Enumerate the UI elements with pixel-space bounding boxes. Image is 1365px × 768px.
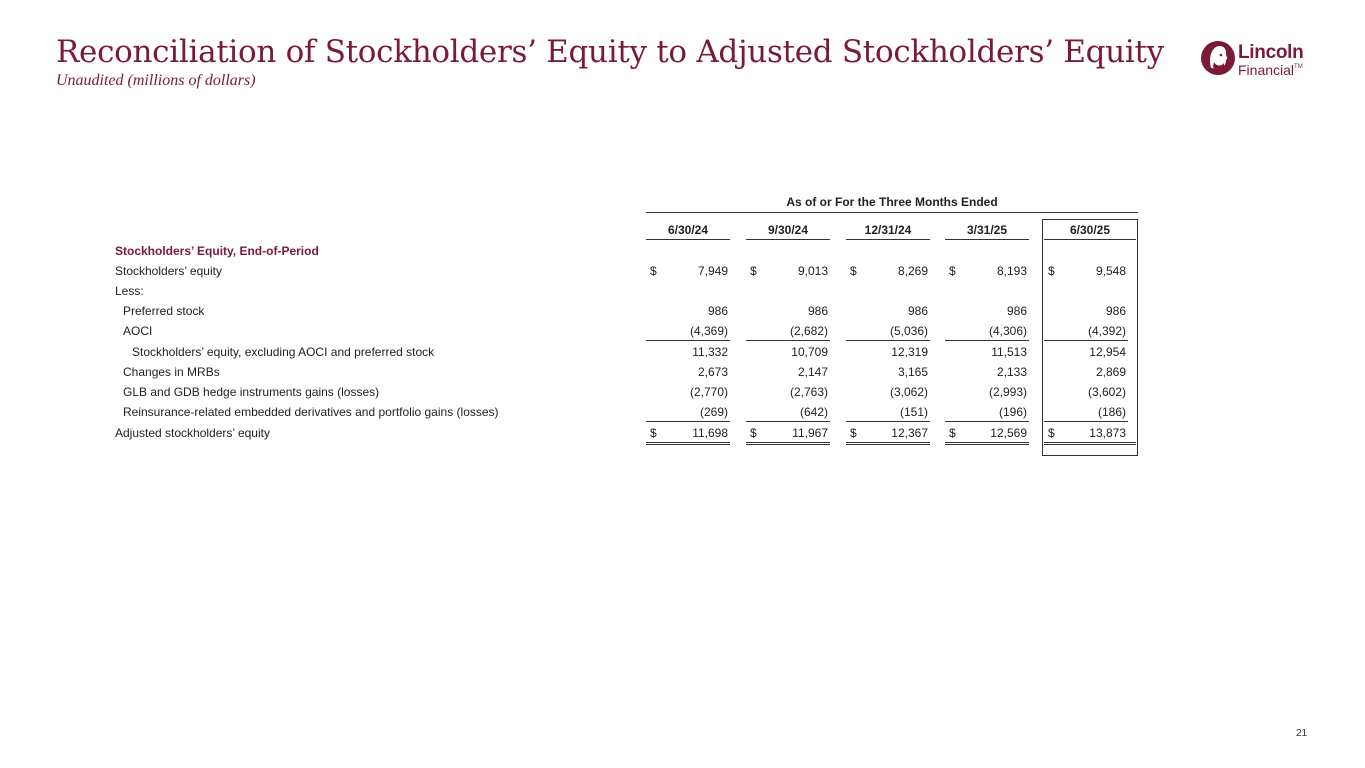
cell-value: 13,873 <box>1089 426 1126 440</box>
table-cell <box>746 361 830 381</box>
table-cell <box>1044 260 1128 280</box>
row-label: Stockholders’ equity, excluding AOCI and preferred stock <box>132 345 435 359</box>
column-header: 6/30/25 <box>1044 223 1136 240</box>
cell-value: 11,698 <box>692 426 728 440</box>
row-label: Changes in MRBs <box>123 365 220 379</box>
currency-symbol: $ <box>850 426 857 440</box>
table-cell <box>846 401 930 422</box>
cell-value: 12,319 <box>891 345 928 359</box>
table-row <box>0 280 1365 300</box>
row-label: Stockholders’ equity <box>115 264 222 278</box>
table-cell <box>1044 341 1128 361</box>
cell-value: 2,133 <box>996 365 1027 379</box>
cell-value: 2,673 <box>697 365 728 379</box>
cell-value: (3,602) <box>1087 385 1126 399</box>
cell-value: 3,165 <box>897 365 928 379</box>
cell-value: 12,569 <box>990 426 1027 440</box>
currency-symbol: $ <box>750 264 757 278</box>
cell-value: 8,193 <box>996 264 1027 278</box>
cell-value: (186) <box>1097 405 1126 419</box>
cell-value: 10,709 <box>791 345 828 359</box>
table-cell <box>945 320 1029 341</box>
table-cell <box>846 260 930 280</box>
table-row <box>0 361 1365 381</box>
table-cell <box>846 361 930 381</box>
cell-value: (196) <box>998 405 1027 419</box>
table-cell <box>945 341 1029 361</box>
period-group-header: As of or For the Three Months Ended <box>646 195 1138 213</box>
table-cell <box>646 260 730 280</box>
table-cell <box>746 422 830 445</box>
currency-symbol: $ <box>949 426 956 440</box>
cell-value: (4,392) <box>1087 324 1126 338</box>
table-row <box>0 401 1365 421</box>
table-cell <box>646 401 730 422</box>
row-label: Less: <box>115 284 144 298</box>
cell-value: (3,062) <box>889 385 928 399</box>
cell-value: 2,869 <box>1095 365 1126 379</box>
cell-value: (151) <box>899 405 928 419</box>
table-cell <box>646 341 730 361</box>
table-cell <box>1044 381 1128 401</box>
cell-value: (2,763) <box>789 385 828 399</box>
table-cell <box>846 341 930 361</box>
cell-value: 11,332 <box>692 345 728 359</box>
row-label: Reinsurance-related embedded derivatives and portfolio gains (losses) <box>123 405 499 419</box>
column-header: 9/30/24 <box>746 223 830 240</box>
cell-value: (5,036) <box>889 324 928 338</box>
cell-value: (642) <box>799 405 828 419</box>
table-cell <box>945 401 1029 422</box>
cell-value: (2,770) <box>689 385 728 399</box>
currency-symbol: $ <box>650 426 657 440</box>
table-cell <box>1044 361 1128 381</box>
currency-symbol: $ <box>1048 264 1055 278</box>
table-cell <box>846 381 930 401</box>
table-cell <box>945 300 1029 320</box>
table-cell <box>746 260 830 280</box>
row-label: GLB and GDB hedge instruments gains (losses) <box>123 385 380 399</box>
column-header: 6/30/24 <box>646 223 730 240</box>
cell-value: 986 <box>707 304 728 318</box>
table-cell <box>846 422 930 445</box>
table-cell <box>945 381 1029 401</box>
company-logo <box>1200 38 1312 80</box>
cell-value: (2,993) <box>988 385 1027 399</box>
table-cell <box>945 260 1029 280</box>
currency-symbol: $ <box>949 264 956 278</box>
cell-value: 986 <box>1105 304 1126 318</box>
row-label: Preferred stock <box>123 304 205 318</box>
cell-value: 11,967 <box>792 426 828 440</box>
table-cell <box>746 401 830 422</box>
cell-value: 7,949 <box>697 264 728 278</box>
page-number: 21 <box>1296 728 1308 739</box>
column-header: 3/31/25 <box>945 223 1029 240</box>
currency-symbol: $ <box>1048 426 1055 440</box>
table-cell <box>646 320 730 341</box>
trademark-mark: TM <box>1294 64 1303 70</box>
cell-value: (4,369) <box>689 324 728 338</box>
table-cell <box>945 422 1029 445</box>
table-cell <box>1044 422 1136 445</box>
lincoln-profile-icon <box>1200 38 1236 78</box>
page-title: Reconciliation of Stockholders’ Equity to Adjusted Stockholders’ Equity <box>56 34 1164 70</box>
table-row <box>0 320 1365 340</box>
row-label: Adjusted stockholders’ equity <box>115 426 270 440</box>
cell-value: (2,682) <box>789 324 828 338</box>
page-subtitle: Unaudited (millions of dollars) <box>56 72 256 89</box>
currency-symbol: $ <box>750 426 757 440</box>
cell-value: 9,548 <box>1095 264 1126 278</box>
table-row <box>0 300 1365 320</box>
cell-value: 986 <box>1006 304 1027 318</box>
cell-value: 12,367 <box>891 426 928 440</box>
table-cell <box>846 320 930 341</box>
cell-value: 2,147 <box>797 365 828 379</box>
table-cell <box>646 381 730 401</box>
cell-value: 986 <box>907 304 928 318</box>
logo-financial-text: Financial <box>1238 62 1295 78</box>
table-cell <box>746 300 830 320</box>
table-cell <box>746 320 830 341</box>
row-label: Stockholders’ Equity, End-of-Period <box>115 244 319 258</box>
table-cell <box>646 361 730 381</box>
cell-value: 12,954 <box>1089 345 1126 359</box>
table-row <box>0 422 1365 442</box>
column-header: 12/31/24 <box>846 223 930 240</box>
table-cell <box>646 422 730 445</box>
table-cell <box>1044 300 1128 320</box>
table-cell <box>746 341 830 361</box>
table-cell <box>746 381 830 401</box>
row-label: AOCI <box>123 324 153 338</box>
table-cell <box>646 300 730 320</box>
table-cell <box>846 300 930 320</box>
table-row <box>0 240 1365 260</box>
table-row <box>0 381 1365 401</box>
cell-value: 11,513 <box>991 345 1027 359</box>
table-row <box>0 341 1365 361</box>
cell-value: 986 <box>807 304 828 318</box>
table-cell <box>945 361 1029 381</box>
logo-wordmark-financial <box>1238 63 1303 77</box>
logo-wordmark-lincoln: Lincoln <box>1238 42 1304 63</box>
currency-symbol: $ <box>850 264 857 278</box>
cell-value: (4,306) <box>988 324 1027 338</box>
table-row <box>0 260 1365 280</box>
cell-value: (269) <box>699 405 728 419</box>
table-cell <box>1044 401 1128 422</box>
cell-value: 8,269 <box>897 264 928 278</box>
table-cell <box>1044 320 1128 341</box>
currency-symbol: $ <box>650 264 657 278</box>
cell-value: 9,013 <box>797 264 828 278</box>
